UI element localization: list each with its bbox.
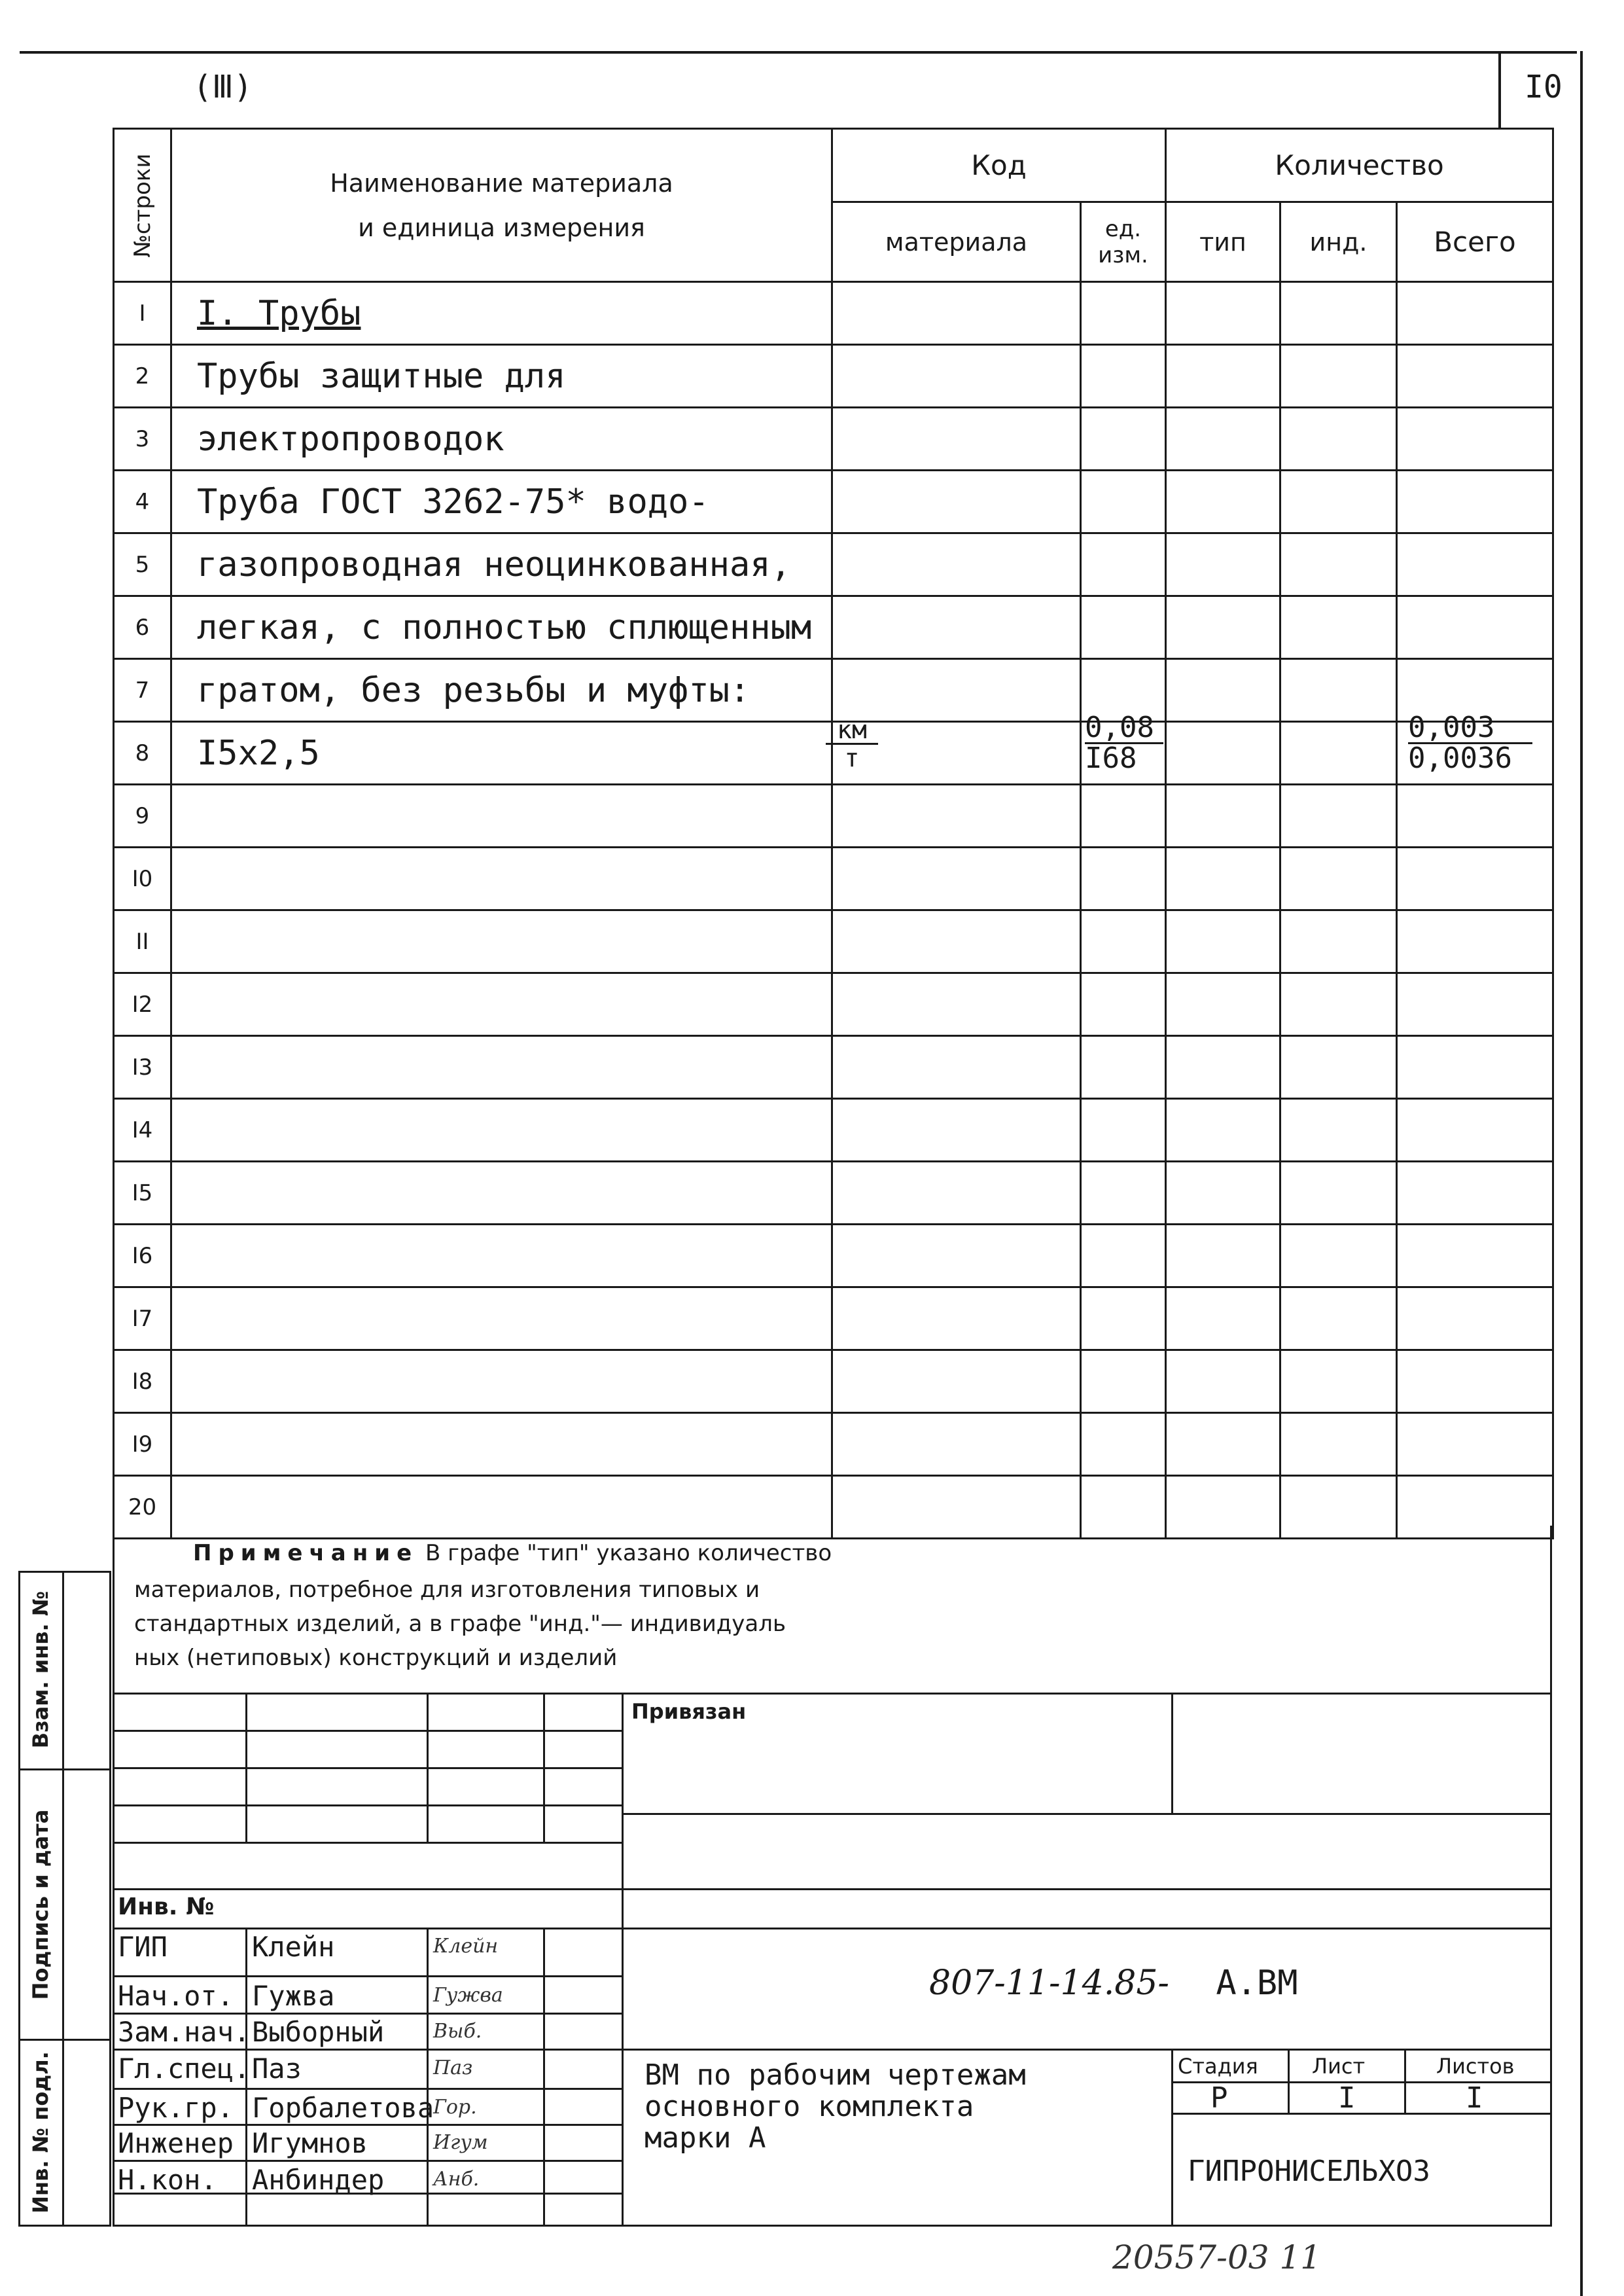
side-strip-sep2 xyxy=(18,2039,111,2041)
row-number: 9 xyxy=(114,785,171,848)
stamp-person-name: Игумнов xyxy=(252,2127,368,2159)
stamp-person-role: ГИП xyxy=(118,1931,168,1963)
stamp-person-role: Инженер xyxy=(118,2127,234,2159)
row-code-material xyxy=(832,973,1081,1036)
row-code-material xyxy=(832,596,1081,659)
row-qty-ind xyxy=(1280,659,1397,722)
note-text1: В графе "тип" указано количество xyxy=(418,1540,832,1566)
row-qty-total xyxy=(1397,1350,1553,1413)
row-qty-ind xyxy=(1280,973,1397,1036)
row-material-name xyxy=(171,1350,832,1413)
note-line3: стандартных изделий, а в графе "инд."— индивидуаль xyxy=(134,1611,786,1637)
header-quantity: Количество xyxy=(1166,129,1553,202)
sheet-mark: (Ⅲ) xyxy=(193,69,253,105)
row8-code-unit-fraction xyxy=(1085,713,1163,773)
row-material-name xyxy=(171,1225,832,1287)
stamp-sheet-value: I xyxy=(1338,2081,1356,2115)
row-qty-type xyxy=(1166,1350,1280,1413)
row-material-name: гратом, без резьбы и муфты: xyxy=(171,659,832,722)
header-code-material: материала xyxy=(832,202,1081,282)
row-number: 4 xyxy=(114,471,171,533)
note-line4: ных (нетиповых) конструкций и изделий xyxy=(134,1645,618,1671)
stamp-person-role: Гл.спец. xyxy=(118,2053,251,2085)
stamp-org: ГИПРОНИСЕЛЬХОЗ xyxy=(1188,2155,1430,2188)
row-qty-total xyxy=(1397,345,1553,408)
row-qty-type xyxy=(1166,1036,1280,1099)
stamp-title-line3: марки А xyxy=(644,2121,766,2155)
row-qty-total xyxy=(1397,533,1553,596)
stamp-h5 xyxy=(113,1888,1552,1890)
row-code-material xyxy=(832,1162,1081,1225)
row-code-material xyxy=(832,1350,1081,1413)
stamp-stage-label: Стадия xyxy=(1178,2054,1258,2079)
side-label-inv: Инв. № подл. xyxy=(28,2051,53,2214)
table-row xyxy=(114,1413,1553,1476)
row-number: 8 xyxy=(114,722,171,785)
stamp-person-name: Паз xyxy=(252,2053,302,2085)
row-qty-total xyxy=(1397,1413,1553,1476)
row-qty-type xyxy=(1166,596,1280,659)
row-qty-ind xyxy=(1280,785,1397,848)
row-qty-type xyxy=(1166,659,1280,722)
row-material-name xyxy=(171,1287,832,1350)
row-qty-ind xyxy=(1280,910,1397,973)
stamp-h9 xyxy=(113,2049,1552,2051)
row-code-unit xyxy=(1081,408,1166,471)
row-qty-type xyxy=(1166,973,1280,1036)
row-code-material xyxy=(832,848,1081,910)
row-code-unit xyxy=(1081,785,1166,848)
row-qty-ind xyxy=(1280,1287,1397,1350)
row-qty-type xyxy=(1166,1413,1280,1476)
row-qty-total xyxy=(1397,1162,1553,1225)
table-row xyxy=(114,659,1553,722)
row-qty-total xyxy=(1397,973,1553,1036)
row-code-material xyxy=(832,282,1081,345)
row-code-unit xyxy=(1081,1350,1166,1413)
side-label-podpis: Подпись и дата xyxy=(28,1809,53,2000)
stamp-title-line1: ВМ по рабочим чертежам xyxy=(644,2058,1026,2092)
stamp-person-name: Клейн xyxy=(252,1931,335,1963)
stamp-person-name: Анбиндер xyxy=(252,2164,385,2196)
row-number: 2 xyxy=(114,345,171,408)
row-code-unit xyxy=(1081,973,1166,1036)
table-row xyxy=(114,1099,1553,1162)
row-code-material xyxy=(832,910,1081,973)
row-qty-total xyxy=(1397,1036,1553,1099)
side-strip-divider xyxy=(62,1571,64,2227)
table-row xyxy=(114,408,1553,471)
stamp-privyazan-vline xyxy=(1171,1693,1173,1815)
row-qty-type xyxy=(1166,345,1280,408)
row-qty-type xyxy=(1166,408,1280,471)
row-qty-type xyxy=(1166,1225,1280,1287)
row-qty-total xyxy=(1397,596,1553,659)
stamp-person-signature: Игум xyxy=(433,2131,488,2154)
row-code-material xyxy=(832,408,1081,471)
row-code-unit xyxy=(1081,848,1166,910)
row-material-name: электропроводок xyxy=(171,408,832,471)
row-qty-total xyxy=(1397,785,1553,848)
stamp-person-signature: Паз xyxy=(433,2056,473,2079)
row-material-name: Трубы защитные для xyxy=(171,345,832,408)
stamp-person-role: Рук.гр. xyxy=(118,2092,234,2124)
stamp-person-signature: Выб. xyxy=(433,2020,482,2043)
row-qty-ind xyxy=(1280,722,1397,785)
table-row xyxy=(114,973,1553,1036)
row8-unit-fraction xyxy=(826,717,878,771)
row8-total-den: 0,0036 xyxy=(1408,742,1512,775)
stamp-col3b xyxy=(543,1928,545,2227)
row-material-name xyxy=(171,1099,832,1162)
row-qty-ind xyxy=(1280,533,1397,596)
header-row-number-label: №строки xyxy=(129,153,156,257)
stamp-doc-mark: А.ВМ xyxy=(1216,1964,1298,2003)
row8-unit-num: км xyxy=(826,717,878,745)
stamp-sheets-value: I xyxy=(1466,2081,1483,2115)
stamp-privyazan-divider xyxy=(622,1813,1552,1815)
row-code-unit xyxy=(1081,1287,1166,1350)
top-border-right xyxy=(1498,51,1501,130)
row-qty-type xyxy=(1166,848,1280,910)
table-row xyxy=(114,848,1553,910)
table-row xyxy=(114,282,1553,345)
stamp-h3 xyxy=(113,1804,623,1806)
stamp-sheet-label: Лист xyxy=(1312,2054,1366,2079)
table-row xyxy=(114,1287,1553,1350)
row8-code-unit-den: I68 xyxy=(1085,742,1137,775)
right-border xyxy=(1580,51,1583,2296)
row8-total-num: 0,003 xyxy=(1408,713,1532,744)
row-material-name xyxy=(171,1162,832,1225)
row-qty-ind xyxy=(1280,1099,1397,1162)
row-qty-total xyxy=(1397,282,1553,345)
note-line1 xyxy=(193,1540,832,1566)
row-qty-total xyxy=(1397,910,1553,973)
stamp-h12 xyxy=(113,2160,623,2162)
row-qty-ind xyxy=(1280,1036,1397,1099)
row-number: 3 xyxy=(114,408,171,471)
row-qty-type xyxy=(1166,471,1280,533)
row8-total-fraction xyxy=(1408,713,1532,773)
row-code-material xyxy=(832,1287,1081,1350)
stamp-inv-no: Инв. № xyxy=(118,1893,215,1920)
row-code-unit xyxy=(1081,1225,1166,1287)
row-code-material xyxy=(832,533,1081,596)
stamp-left-vdivider xyxy=(622,1693,624,2227)
row-code-material xyxy=(832,659,1081,722)
row-number: 5 xyxy=(114,533,171,596)
row-number: I8 xyxy=(114,1350,171,1413)
table-row xyxy=(114,345,1553,408)
row-number: II xyxy=(114,910,171,973)
row-material-name: Труба ГОСТ 3262-75* водо- xyxy=(171,471,832,533)
row-material-name: I. Трубы xyxy=(171,282,832,345)
row-number: 7 xyxy=(114,659,171,722)
row-qty-total xyxy=(1397,408,1553,471)
row-qty-type xyxy=(1166,282,1280,345)
table-row xyxy=(114,596,1553,659)
stamp-h7 xyxy=(113,1975,623,1977)
row-qty-ind xyxy=(1280,1350,1397,1413)
row-number: 20 xyxy=(114,1476,171,1539)
row-code-material xyxy=(832,1225,1081,1287)
row-qty-total xyxy=(1397,1099,1553,1162)
stamp-h8 xyxy=(113,2013,623,2015)
stamp-person-name: Гужва xyxy=(252,1980,335,2012)
page-number: I0 xyxy=(1525,69,1562,105)
row-qty-ind xyxy=(1280,1413,1397,1476)
stamp-h4 xyxy=(113,1842,623,1844)
table-row xyxy=(114,910,1553,973)
stamp-person-signature: Анб. xyxy=(433,2168,480,2191)
row-qty-type xyxy=(1166,722,1280,785)
row-code-material xyxy=(832,785,1081,848)
row-qty-ind xyxy=(1280,408,1397,471)
row-qty-total xyxy=(1397,848,1553,910)
row-material-name xyxy=(171,785,832,848)
stamp-doc-code xyxy=(929,1964,1298,2003)
row-number: I6 xyxy=(114,1225,171,1287)
row-qty-type xyxy=(1166,1099,1280,1162)
row-qty-ind xyxy=(1280,345,1397,408)
table-row xyxy=(114,1162,1553,1225)
row-material-name: I5x2,5 xyxy=(171,722,832,785)
stamp-doc-code-number: 807-11-14.85- xyxy=(929,1964,1169,2003)
stamp-stage-h1 xyxy=(1171,2081,1552,2083)
note-title: Примечание xyxy=(193,1540,419,1566)
row-qty-ind xyxy=(1280,848,1397,910)
row-code-unit xyxy=(1081,533,1166,596)
stamp-title-line2: основного комплекта xyxy=(644,2090,974,2123)
table-row xyxy=(114,1036,1553,1099)
materials-table xyxy=(113,128,1554,1539)
stamp-person-role: Зам.нач. xyxy=(118,2016,251,2048)
top-border xyxy=(20,51,1577,54)
row-material-name xyxy=(171,848,832,910)
side-label-vzam: Взам. инв. № xyxy=(28,1590,53,1749)
row-code-unit xyxy=(1081,1413,1166,1476)
header-name-line1: Наименование материала xyxy=(330,168,673,198)
row-qty-ind xyxy=(1280,282,1397,345)
row-number: I9 xyxy=(114,1413,171,1476)
side-strip-sep1 xyxy=(18,1768,111,1770)
row-qty-ind xyxy=(1280,596,1397,659)
archive-number: 20557-03 11 xyxy=(1112,2238,1322,2276)
row-number: I2 xyxy=(114,973,171,1036)
row-qty-type xyxy=(1166,910,1280,973)
stamp-stage-v2 xyxy=(1404,2049,1406,2114)
stamp-sheets-label: Листов xyxy=(1436,2054,1515,2079)
stamp-col2b xyxy=(427,1928,429,2227)
row-number: I7 xyxy=(114,1287,171,1350)
row-code-material xyxy=(832,471,1081,533)
row-qty-total xyxy=(1397,471,1553,533)
stamp-stage-h2 xyxy=(1171,2113,1552,2115)
row-qty-ind xyxy=(1280,1162,1397,1225)
row-qty-type xyxy=(1166,785,1280,848)
header-qty-type: тип xyxy=(1166,202,1280,282)
row-code-unit xyxy=(1081,1162,1166,1225)
table-row xyxy=(114,471,1553,533)
row-number: 6 xyxy=(114,596,171,659)
row8-code-unit-num: 0,08 xyxy=(1085,713,1163,744)
row-number: I xyxy=(114,282,171,345)
row-qty-total xyxy=(1397,1225,1553,1287)
stamp-stage-value: Р xyxy=(1210,2081,1228,2115)
row-code-unit xyxy=(1081,1099,1166,1162)
header-row-number xyxy=(114,129,171,282)
note-block xyxy=(113,1526,1552,1695)
stamp-h1 xyxy=(113,1730,623,1732)
row-code-unit xyxy=(1081,282,1166,345)
row-number: I4 xyxy=(114,1099,171,1162)
row8-unit-den: т xyxy=(844,744,860,772)
row-code-material xyxy=(832,1036,1081,1099)
stamp-person-signature: Гужва xyxy=(433,1984,503,2007)
note-line2: материалов, потребное для изготовления типовых и xyxy=(134,1577,760,1603)
stamp-person-role: Нач.от. xyxy=(118,1980,234,2012)
stamp-h2 xyxy=(113,1767,623,1769)
stamp-person-name: Горбалетова xyxy=(252,2092,434,2124)
row-code-unit xyxy=(1081,910,1166,973)
row-qty-type xyxy=(1166,1287,1280,1350)
stamp-h11 xyxy=(113,2124,623,2126)
row-material-name xyxy=(171,1413,832,1476)
row-code-unit xyxy=(1081,345,1166,408)
row-code-material xyxy=(832,1099,1081,1162)
table-row xyxy=(114,1350,1553,1413)
stamp-privyazan-label: Привязан xyxy=(631,1699,747,1724)
row-code-material xyxy=(832,1413,1081,1476)
header-qty-total: Всего xyxy=(1397,202,1553,282)
table-row xyxy=(114,785,1553,848)
row-number: I0 xyxy=(114,848,171,910)
header-name xyxy=(171,129,832,282)
header-code-unit: ед. изм. xyxy=(1081,202,1166,282)
row-material-name xyxy=(171,1036,832,1099)
table-row xyxy=(114,1225,1553,1287)
stamp-title-vline xyxy=(1171,2049,1173,2227)
row-qty-ind xyxy=(1280,1225,1397,1287)
row-material-name xyxy=(171,973,832,1036)
row-number: I3 xyxy=(114,1036,171,1099)
row-code-unit xyxy=(1081,1036,1166,1099)
stamp-person-signature: Гор. xyxy=(433,2096,477,2119)
stamp-person-role: Н.кон. xyxy=(118,2164,217,2196)
row-code-material xyxy=(832,345,1081,408)
stamp-person-name: Выборный xyxy=(252,2016,385,2048)
row-material-name xyxy=(171,910,832,973)
stamp-h10 xyxy=(113,2088,623,2090)
row-qty-ind xyxy=(1280,471,1397,533)
row-qty-type xyxy=(1166,1162,1280,1225)
row-material-name: газопроводная неоцинкованная, xyxy=(171,533,832,596)
header-qty-ind: инд. xyxy=(1280,202,1397,282)
row-number: I5 xyxy=(114,1162,171,1225)
row-code-unit xyxy=(1081,471,1166,533)
table-row xyxy=(114,533,1553,596)
row-material-name: легкая, с полностью сплющенным xyxy=(171,596,832,659)
row-qty-total xyxy=(1397,1287,1553,1350)
stamp-person-signature: Клейн xyxy=(433,1935,499,1958)
header-code: Код xyxy=(832,129,1166,202)
row-code-unit xyxy=(1081,596,1166,659)
row-qty-type xyxy=(1166,533,1280,596)
header-name-line2: и единица измерения xyxy=(358,213,645,242)
stamp-stage-v1 xyxy=(1288,2049,1290,2114)
stamp-h6 xyxy=(113,1928,1552,1929)
